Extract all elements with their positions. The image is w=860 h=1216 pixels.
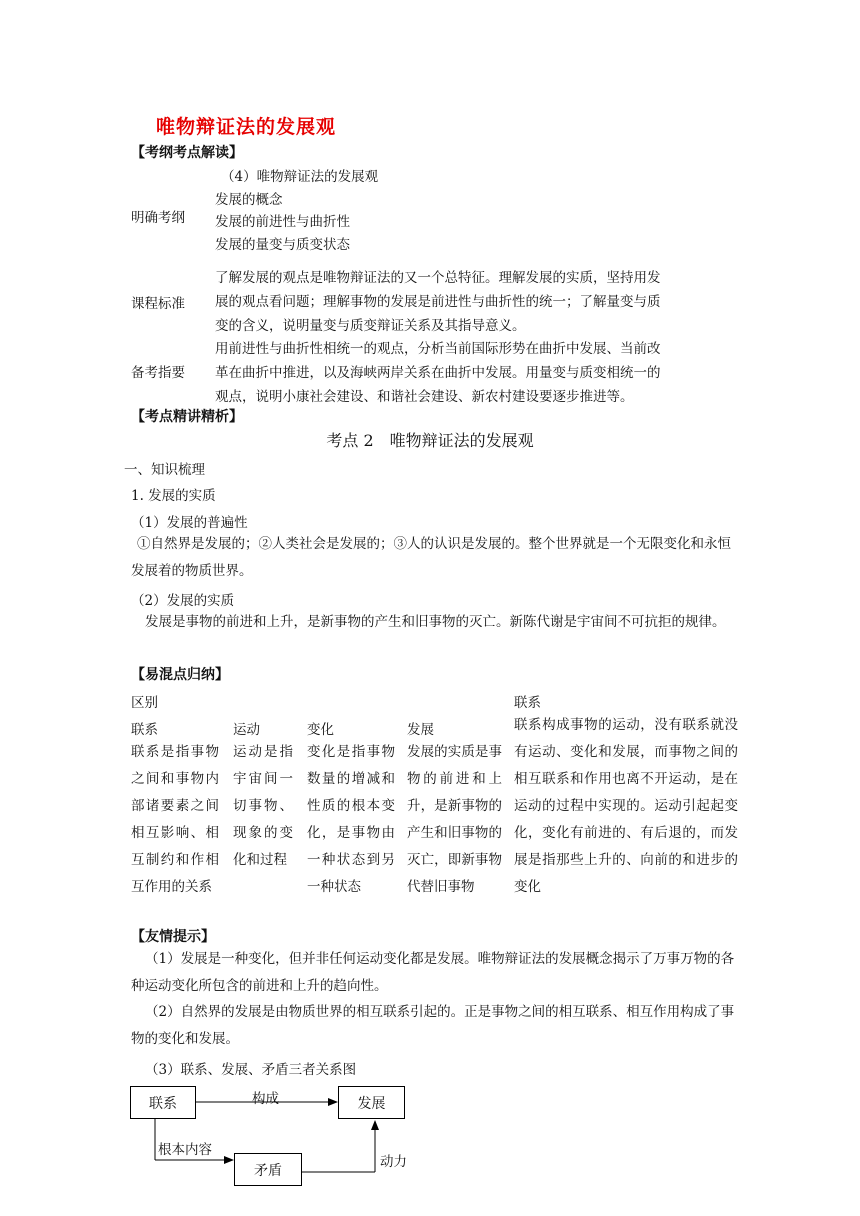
standard-line-3: 变的含义，说明量变与质变辩证关系及其指导意义。 [215,318,526,334]
table-cell-motion: 运动是指宇宙间一切事物、现象的变化和过程 [233,744,293,868]
knowledge-item-1: 1. 发展的实质 [131,488,216,504]
tips-heading: 【友情提示】 [131,929,215,945]
clear-line-1: （4）唯物辩证法的发展观 [221,169,379,185]
clear-line-3: 发展的前进性与曲折性 [215,214,350,230]
table-col-head-motion: 运动 [233,722,260,738]
table-col-head-change: 变化 [307,722,334,738]
table-cell-relation: 联系构成事物的运动，没有联系就没有运动、变化和发展，而事物之间的相互联系和作用也离不开运动，是在运动的过程中实现的。运动引起起变化，变化有前进的、有后退的，而发展是指那些上升的、向前的和进步的变化 [514,717,738,895]
node-link: 联系 [130,1086,196,1119]
knowledge-heading: 一、知识梳理 [124,462,205,478]
guide-label: 备考指要 [131,365,185,381]
clear-syllabus-label: 明确考纲 [131,210,185,226]
table-cell-change: 变化是指事物数量的增减和性质的根本变化，是事物由一种状态到另一种状态 [307,744,395,895]
guide-line-3: 观点，说明小康社会建设、和谐社会建设、新农村建设要逐步推进等。 [215,389,634,405]
tip-1: （1）发展是一种变化，但并非任何运动变化都是发展。唯物辩证法的发展概念揭示了万事万物的各种运动变化所包含的前进和上升的趋向性。 [131,951,735,994]
document-title: 唯物辩证法的发展观 [156,116,337,138]
table-cell-develop: 发展的实质是事物的前进和上升，是新事物的产生和旧事物的灭亡，即新事物代替旧事物 [407,744,502,895]
standard-label: 课程标准 [131,296,185,312]
clear-line-2: 发展的概念 [215,192,283,208]
analysis-heading: 【考点精讲精析】 [131,409,243,425]
clear-line-4: 发展的量变与质变状态 [215,237,350,253]
node-contradiction: 矛盾 [234,1153,302,1186]
knowledge-sub-2: （2）发展的实质 [131,593,235,609]
standard-line-2: 展的观点看问题；理解事物的发展是前进性与曲折性的统一；了解量变与质 [215,294,661,310]
confusion-heading: 【易混点归纳】 [131,667,229,683]
edge-root-label: 根本内容 [158,1142,212,1158]
syllabus-heading: 【考纲考点解读】 [131,145,243,161]
tip-3: （3）联系、发展、矛盾三者关系图 [145,1062,357,1078]
guide-line-1: 用前进性与曲折性相统一的观点，分析当前国际形势在曲折中发展、当前改 [215,341,661,357]
table-diff-label: 区别 [131,695,158,711]
edge-constitute-label: 构成 [252,1091,279,1107]
knowledge-sub-1: （1）发展的普遍性 [131,515,248,531]
knowledge-sub-1-text: ①自然界是发展的；②人类社会是发展的；③人的认识是发展的。整个世界就是一个无限变化和永恒发展着的物质世界。 [131,536,731,579]
topic-title: 考点 2 唯物辩证法的发展观 [326,431,534,450]
table-col-head-develop: 发展 [407,722,434,738]
edge-power-label: 动力 [380,1154,407,1170]
knowledge-sub-2-text: 发展是事物的前进和上升，是新事物的产生和旧事物的灭亡。新陈代谢是宇宙间不可抗拒的规律。 [145,614,726,630]
standard-line-1: 了解发展的观点是唯物辩证法的又一个总特征。理解发展的实质，坚持用发 [215,270,661,286]
table-cell-link: 联系是指事物之间和事物内部诸要素之间相互影响、相互制约和作相互作用的关系 [131,744,219,895]
guide-line-2: 革在曲折中推进，以及海峡两岸关系在曲折中发展。用量变与质变相统一的 [215,365,661,381]
tip-2: （2）自然界的发展是由物质世界的相互联系引起的。正是事物之间的相互联系、相互作用构成了事物的变化和发展。 [131,1004,735,1047]
table-link-label: 联系 [514,695,541,711]
table-col-head-link: 联系 [131,722,158,738]
node-develop: 发展 [338,1086,405,1119]
